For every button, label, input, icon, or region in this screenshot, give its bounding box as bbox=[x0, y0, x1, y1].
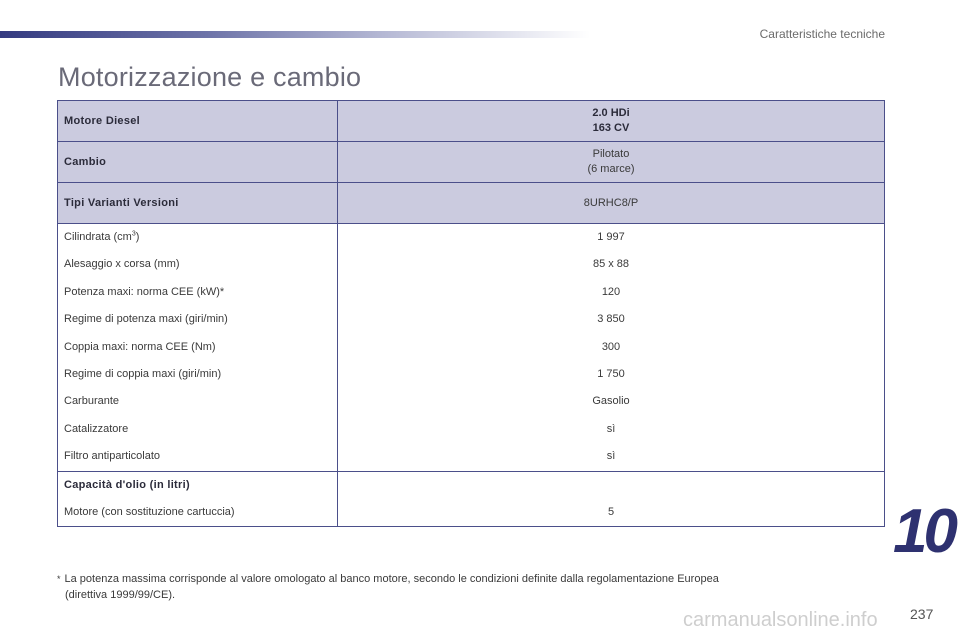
footnote-line-2: (direttiva 1999/99/CE). bbox=[65, 589, 176, 601]
spec-value-power-rpm: 3 850 bbox=[597, 313, 625, 326]
spec-label-max-torque: Coppia maxi: norma CEE (Nm) bbox=[64, 340, 216, 353]
types-value: 8URHC8/P bbox=[338, 183, 885, 224]
section-header: Caratteristiche tecniche bbox=[759, 27, 885, 41]
page-title: Motorizzazione e cambio bbox=[58, 62, 362, 92]
oil-labels bbox=[58, 471, 338, 527]
header-gradient-bar bbox=[0, 31, 590, 38]
spec-label-fuel: Carburante bbox=[64, 395, 120, 408]
table-row-oil bbox=[58, 471, 885, 527]
spec-value-bore-stroke: 85 x 88 bbox=[592, 258, 630, 271]
gearbox-value bbox=[338, 142, 885, 183]
engine-spec-table bbox=[57, 100, 885, 527]
table-row-specs bbox=[58, 224, 885, 472]
oil-capacity-label: Capacità d'olio (in litri) bbox=[64, 478, 190, 491]
spec-label-max-power: Potenza maxi: norma CEE (kW)* bbox=[64, 285, 225, 298]
gearbox-label: Cambio bbox=[58, 142, 338, 183]
page-number: 237 bbox=[910, 606, 934, 622]
spec-label-catalyst: Catalizzatore bbox=[64, 422, 129, 435]
spec-label-particle-filter: Filtro antiparticolato bbox=[64, 450, 160, 463]
spec-value-max-power: 120 bbox=[601, 285, 621, 298]
spec-value-displacement: 1 997 bbox=[597, 231, 625, 243]
footnote-mark: * bbox=[57, 574, 61, 584]
spec-label-bore-stroke: Alesaggio x corsa (mm) bbox=[64, 258, 180, 271]
table-row-engine bbox=[58, 101, 885, 142]
oil-engine-label: Motore (con sostituzione cartuccia) bbox=[64, 505, 235, 518]
spec-label-displacement: Cilindrata $(cm^3)$ bbox=[64, 230, 140, 243]
spec-label-torque-rpm: Regime di coppia maxi (giri/min) bbox=[64, 367, 222, 380]
oil-capacity-empty bbox=[338, 472, 884, 499]
spec-value-fuel: Gasolio bbox=[592, 395, 630, 408]
oil-values bbox=[338, 471, 885, 527]
table-row-types bbox=[58, 183, 885, 224]
spec-value-particle-filter: sì bbox=[606, 450, 616, 463]
table-row-gearbox bbox=[58, 142, 885, 183]
engine-value bbox=[338, 101, 885, 142]
gearbox-type: Pilotato bbox=[592, 148, 630, 160]
engine-power: 163 CV bbox=[592, 122, 630, 134]
chapter-number: 10 bbox=[893, 497, 954, 566]
engine-label: Motore Diesel bbox=[58, 101, 338, 142]
footnote-line-1: La potenza massima corrisponde al valore omologato al banco motore, secondo le condizioni definite dalla regolamentazione Europea bbox=[64, 573, 719, 585]
oil-engine-value: 5 bbox=[607, 505, 615, 518]
spec-value-max-torque: 300 bbox=[601, 340, 621, 353]
spec-value-catalyst: sì bbox=[606, 422, 616, 435]
gearbox-gears: (6 marce) bbox=[587, 163, 635, 175]
spec-values bbox=[338, 224, 885, 472]
spec-value-torque-rpm: 1 750 bbox=[597, 367, 625, 380]
engine-model: 2.0 HDi bbox=[592, 107, 630, 119]
spec-label-power-rpm: Regime di potenza maxi (giri/min) bbox=[64, 313, 228, 326]
footnote bbox=[57, 571, 847, 603]
spec-labels bbox=[58, 224, 338, 472]
watermark: carmanualsonline.info bbox=[683, 609, 878, 631]
types-label: Tipi Varianti Versioni bbox=[58, 183, 338, 224]
